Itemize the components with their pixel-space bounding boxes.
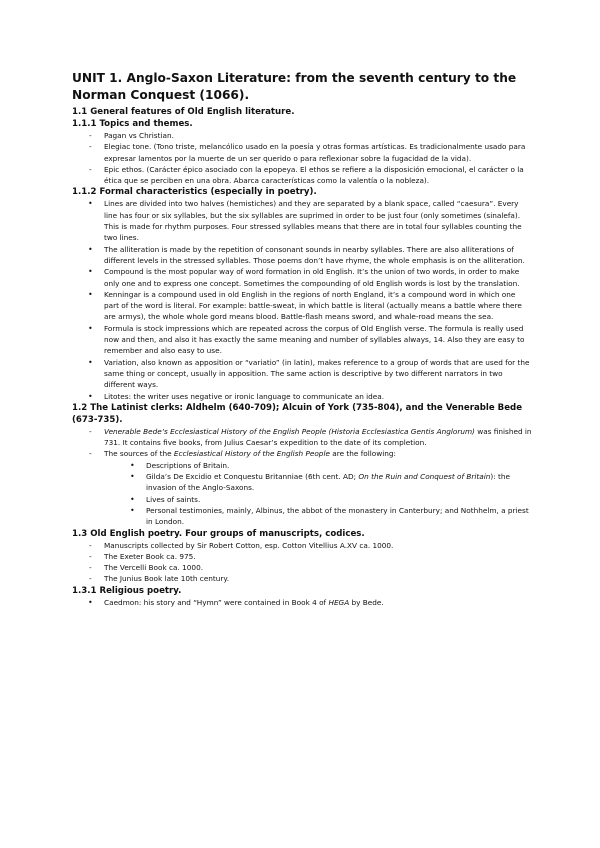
list-item: - Epic ethos. (Carácter épico asociado con la epopeya. El ethos se refiere a la disposición emocional, el carácter o la ética que se perciben en una obra. Abarca características como la valentía o la nobleza). <box>72 164 532 187</box>
formal-characteristics-list <box>72 198 532 401</box>
list-item: - The Vercelli Book ca. 1000. <box>72 562 532 573</box>
list-item <box>72 471 532 494</box>
list-item: • Descriptions of Britain. <box>72 460 532 471</box>
latinist-list <box>72 426 532 460</box>
section-1-3-1-heading: 1.3.1 Religious poetry. <box>72 585 182 596</box>
list-item: • Variation, also known as apposition or “variatio” (in latin), makes reference to a group of words that are used for the same thing or concept, usually in apposition. The same action is descriptive by two different narrators in two different ways. <box>72 357 532 391</box>
list-item: • Formula is stock impressions which are repeated across the corpus of Old English verse. The formula is really used now and then, and also it has exactly the same meaning and number of syllables always, 14. Also they are easy to remember and also easy to use. <box>72 323 532 357</box>
text: was finished in 731. It contains five books, from Julius Caesar’s expedition to the date of its completion. <box>104 426 532 448</box>
text: ): the invasion of the Anglo-Saxons. <box>146 472 510 493</box>
section-1-1-heading: 1.1 General features of Old English literature. <box>72 107 295 117</box>
italic-text: On the Ruin and Conquest of Britain <box>358 472 491 482</box>
topics-list <box>72 130 532 186</box>
section-1-1-1-heading: 1.1.1 Topics and themes. <box>72 119 193 129</box>
list-item: • Kenningar is a compound used in old English in the regions of north England, it’s a compound word in which one part of the word is literal. For example: battle-sweat, in which battle is literal (actually means a battle where there are armys), the whole whole gord means blood. Battle-flash means sword, and whale-road means the sea. <box>72 289 532 323</box>
italic-text: Ecclesiastical History of the English People <box>173 449 330 459</box>
list-item: - The Junius Book late 10th century. <box>72 573 532 584</box>
section-1-1-2-heading: 1.1.2 Formal characteristics (especially in poetry). <box>72 187 317 198</box>
list-item <box>72 426 532 449</box>
section-1-2-heading: 1.2 The Latinist clerks: Aldhelm (640-709); Alcuin of York (735-804), and the Venerable Bede (673-735). <box>72 402 523 425</box>
list-item: - Manuscripts collected by Sir Robert Cotton, esp. Cotton Vitellius A.XV ca. 1000. <box>72 540 532 551</box>
sources-list <box>72 460 532 528</box>
list-item: • Lives of saints. <box>72 494 532 505</box>
religious-poetry-list <box>72 597 532 608</box>
list-item <box>72 597 532 608</box>
text: Gilda’s De Excidio et Conquestu Britanniae (6th cent. AD; <box>146 472 359 482</box>
text: by Bede. <box>349 597 384 607</box>
list-item: - Elegiac tone. (Tono triste, melancólico usado en la poesía y otras formas artísticas. Es tradicionalmente usado para expresar lamentos por la muerte de un ser querido o para reflexionar sobre la fugacidad de la vida). <box>72 141 532 164</box>
manuscripts-list <box>72 540 532 585</box>
text: are the following: <box>329 449 396 459</box>
list-item: • The alliteration is made by the repetition of consonant sounds in nearby syllables. There are also alliterations of different levels in the stressed syllables. Those poems don’t have rhyme, the whole emphasis is on the alliteration. <box>72 244 532 267</box>
section-1-3-heading: 1.3 Old English poetry. Four groups of manuscripts, codices. <box>72 528 365 539</box>
document-page <box>72 70 532 608</box>
unit-title: UNIT 1. Anglo-Saxon Literature: from the seventh century to the Norman Conquest (1066). <box>72 71 517 102</box>
text: Caedmon: his story and “Hymn” were contained in Book 4 of <box>104 597 329 607</box>
italic-text: HEGA <box>328 597 350 607</box>
list-item: • Personal testimonies, mainly, Albinus, the abbot of the monastery in Canterbury; and Nothhelm, a priest in London. <box>72 505 532 528</box>
italic-text: Venerable Bede’s Ecclesiastical History of the English People (Historia Ecclesiastica Gentis Anglorum) <box>104 426 475 436</box>
list-item: • Compound is the most popular way of word formation in old English. It’s the union of two words, in order to make only one and to express one concept. Sometimes the compounding of old English words is lost by the translation. <box>72 266 532 289</box>
list-item: - Pagan vs Christian. <box>72 130 532 141</box>
text: The sources of the <box>104 449 174 459</box>
list-item: • Lines are divided into two halves (hemistiches) and they are separated by a blank space, called “caesura”. Every line has four or six syllables, but the six syllables are suprimed in order to be just four (only sometimes (sinalefa). This is made for rhythm purposes. Four stressed syllables means that there are in total four syllables counting the two lines. <box>72 198 532 243</box>
list-item: - The Exeter Book ca. 975. <box>72 551 532 562</box>
list-item <box>72 448 532 459</box>
list-item: • Litotes: the writer uses negative or ironic language to communicate an idea. <box>72 391 532 402</box>
